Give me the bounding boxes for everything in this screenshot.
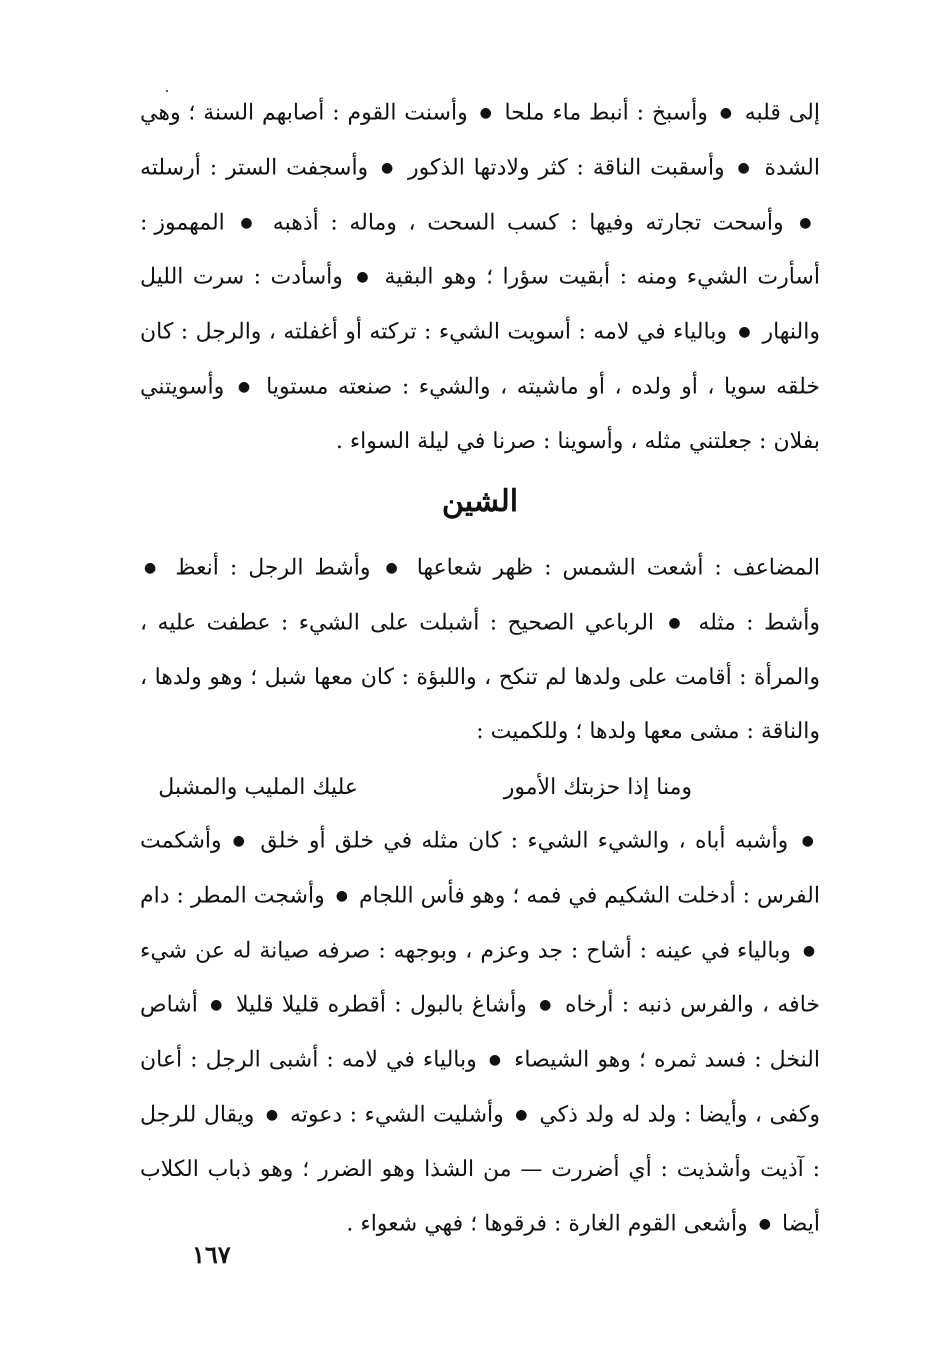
verse-hemistich-first: ومنا إذا حزبتك الأمور — [503, 775, 692, 800]
bullet-icon: ● — [335, 887, 348, 904]
bullet-icon: ● — [144, 560, 161, 576]
bullet-icon: ● — [737, 159, 752, 176]
verse-hemistich-second: عليك المليب والمشبل — [158, 775, 358, 800]
paragraph-shin-continued: ● وأشبه أباه ، والشيء الشيء : كان مثله في خلق أو خلق ● وأشكمت الفرس : أدخلت الشكيم في فمه ؛ وهو فأس اللجام ● وأشجت المطر : دام ● وبالياء في عينه : أشاح : جد وعزم ، وبوجهه : صرفه صيانة له عن شيء خافه ، والفرس ذنبه : أرخاه ● وأشاغ بالبول : أقطره قليلا قليلا ● أشاص النخل : فسد ثمره ؛ وهو الشيصاء ● وبالياء في لامه : أشبى الرجل : أعان وكفى ، وأيضا : ولد له ولد ذكي ● وأشليت الشيء : دعوته ● ويقال للرجل : آذيت وأشذيت : أي أضررت — من الشذا وهو الضرر ؛ وهو ذباب الكلاب أيضا ● وأشعى القوم الغارة : فرقوها ؛ فهي شعواء . — [140, 828, 821, 1237]
bullet-icon: ● — [719, 105, 733, 121]
bullet-icon: ● — [385, 560, 402, 576]
bullet-icon: ● — [479, 105, 493, 121]
bullet-icon: ● — [539, 997, 553, 1014]
paragraph-shin-section: المضاعف : أشعت الشمس : ظهر شعاعها ● وأشط الرجل : أنعظ ● وأشط : مثله ● الرباعي الصحيح : أشبلت على الشيء : عطفت عليه ، والمرأة : أقامت على ولدها لم تنكح ، واللبؤة : كان معها شبل ؛ وهو ولدها ، والناقة : مشى معها ولدها ؛ وللكميت : — [140, 555, 821, 744]
section-heading: الشين — [441, 484, 519, 519]
bullet-icon: ● — [799, 214, 817, 231]
bullet-icon: ● — [801, 833, 817, 849]
bullet-icon: ● — [265, 1106, 279, 1123]
bullet-icon: ● — [515, 1106, 528, 1123]
bullet-icon: ● — [232, 833, 248, 849]
bullet-icon: ● — [488, 1052, 503, 1068]
bullet-icon: ● — [668, 614, 684, 631]
bullet-icon: ● — [356, 269, 372, 286]
bullet-icon: ● — [381, 159, 396, 176]
bullet-icon: ● — [738, 324, 752, 340]
bullet-icon: ● — [758, 1216, 771, 1232]
page-number: ١٦٧ — [192, 1240, 231, 1269]
bullet-icon: ● — [240, 214, 258, 231]
bullet-icon: ● — [210, 997, 224, 1014]
paragraph-sin-section: إلى قلبه ● وأسبخ : أنبط ماء ملحا ● وأسنت القوم : أصابهم السنة ؛ وهي الشدة ● وأسقبت الناقة : كثر ولادتها الذكور ● وأسجفت الستر : أرسلته ● وأسحت تجارته وفيها : كسب السحت ، وماله : أذهبه ● المهموز : أسأرت الشيء ومنه : أبقيت سؤرا ؛ وهو البقية ● وأسأدت : سرت الليل والنهار ● وبالياء في لامه : أسويت الشيء : تركته أو أغفلته ، والرجل : كان خلقه سويا ، أو ولده ، أو ماشيته ، والشيء : صنعته مستويا ● وأسويتني بفلان : جعلتني مثله ، وأسوينا : صرنا في ليلة السواء . — [140, 100, 820, 454]
bullet-icon: ● — [802, 942, 816, 959]
bullet-icon: ● — [237, 378, 253, 395]
